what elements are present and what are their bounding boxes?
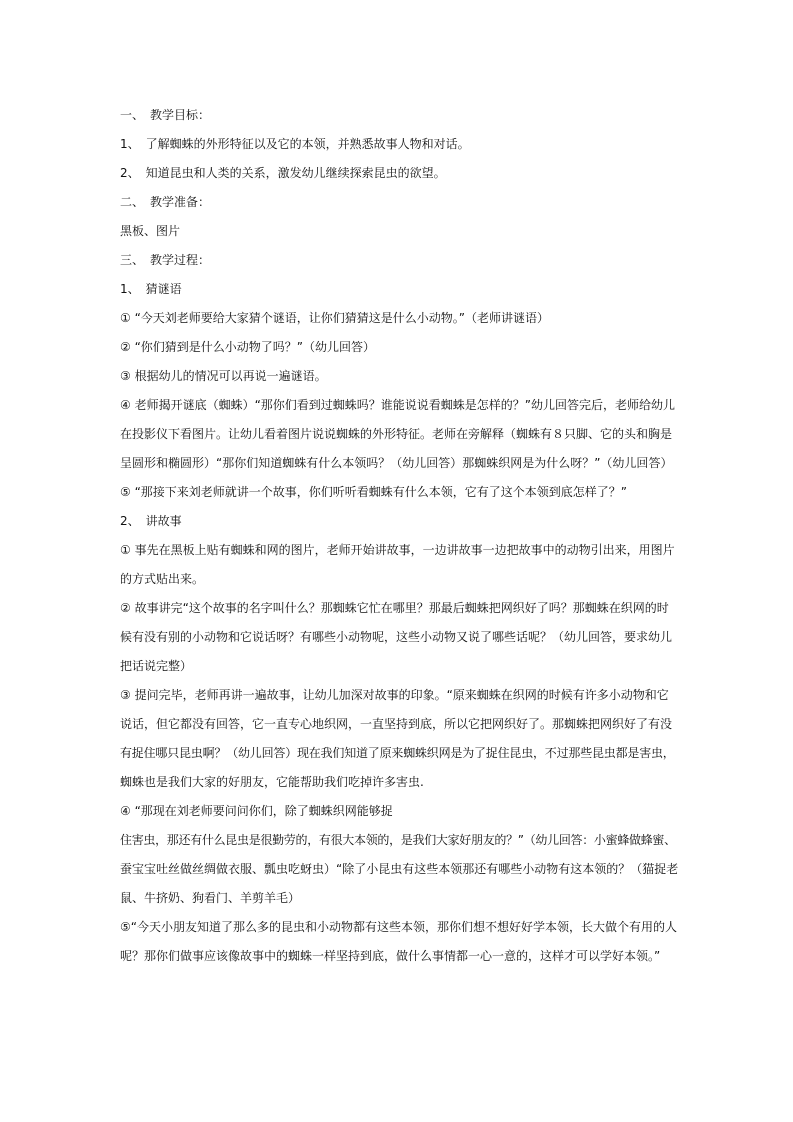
preparation-text: 黑板、图片 — [120, 224, 181, 238]
story-step-4-line-3: 蚕宝宝吐丝做丝绸做衣服、瓢虫吃蚜虫）“除了小昆虫有这些本领那还有哪些小动物有这本领的？（猫捉老 — [120, 862, 679, 876]
story-step-2-line-2: 候有没有别的小动物和它说话呀？有哪些小动物呢，这些小动物又说了哪些话呢？（幼儿回答，要求幼儿 — [120, 630, 673, 644]
riddle-step-4-line-2: 在投影仪下看图片。让幼儿看着图片说说蜘蛛的外形特征。老师在旁解释（蜘蛛有８只脚、它的头和胸是 — [120, 427, 673, 441]
riddle-step-2: ② “你们猜到是什么小动物了吗？”（幼儿回答） — [120, 340, 376, 354]
story-step-4-line-1: ④ “那现在刘老师要问问你们，除了蜘蛛织网能够捉 — [120, 804, 393, 818]
riddle-step-3: ③ 根据幼儿的情况可以再说一遍谜语。 — [120, 369, 327, 383]
heading-teaching-process: 三、 教学过程： — [120, 253, 211, 267]
story-step-2-line-1: ② 故事讲完“这个故事的名字叫什么？那蜘蛛它忙在哪里？那最后蜘蛛把网织好了吗？那蜘蛛在织网的时 — [120, 601, 669, 615]
story-step-1-line-1: ① 事先在黑板上贴有蜘蛛和网的图片，老师开始讲故事，一边讲故事一边把故事中的动物引出来，用图片 — [120, 543, 675, 557]
subheading-storytelling: 2、 讲故事 — [120, 514, 182, 528]
story-step-3-line-4: 蜘蛛也是我们大家的好朋友，它能帮助我们吃掉许多害虫. — [120, 775, 424, 789]
objective-1: 1、 了解蜘蛛的外形特征以及它的本领，并熟悉故事人物和对话。 — [120, 137, 470, 151]
story-step-4-line-4: 鼠、牛挤奶、狗看门、羊剪羊毛） — [120, 891, 301, 905]
heading-teaching-objectives: 一、 教学目标： — [120, 108, 211, 122]
subheading-riddle: 1、 猜谜语 — [120, 282, 182, 296]
riddle-step-4-line-3: 呈圆形和椭圆形）“那你们知道蜘蛛有什么本领吗？（幼儿回答）那蜘蛛织网是为什么呀？”（幼儿回答） — [120, 456, 673, 470]
story-step-5-line-1: ⑤“今天小朋友知道了那么多的昆虫和小动物都有这些本领，那你们想不想好好学本领，长大做个有用的人 — [120, 920, 677, 934]
story-step-5-line-2: 呢？那你们做事应该像故事中的蜘蛛一样坚持到底，做什么事情都一心一意的，这样才可以学好本领。” — [120, 949, 661, 963]
story-step-2-line-3: 把话说完整） — [120, 659, 193, 673]
story-step-4-line-2: 住害虫，那还有什么昆虫是很勤劳的，有很大本领的，是我们大家好朋友的？”（幼儿回答：小蜜蜂做蜂蜜、 — [120, 833, 676, 847]
riddle-step-4-line-1: ④ 老师揭开谜底（蜘蛛）“那你们看到过蜘蛛吗？谁能说说看蜘蛛是怎样的？”幼儿回答完后，老师给幼儿 — [120, 398, 676, 412]
document-body — [120, 101, 678, 971]
heading-teaching-preparation: 二、 教学准备： — [120, 195, 211, 209]
riddle-step-1: ① “今天刘老师要给大家猜个谜语，让你们猜猜这是什么小动物。”（老师讲谜语） — [120, 311, 550, 325]
story-step-1-line-2: 的方式贴出来。 — [120, 572, 205, 586]
story-step-3-line-3: 有捉住哪只昆虫啊？（幼儿回答）现在我们知道了原来蜘蛛织网是为了捉住昆虫，不过那些昆虫都是害虫， — [120, 746, 675, 760]
story-step-3-line-1: ③ 提问完毕，老师再讲一遍故事，让幼儿加深对故事的印象。“原来蜘蛛在织网的时候有许多小动物和它 — [120, 688, 669, 702]
objective-2: 2、 知道昆虫和人类的关系，激发幼儿继续探索昆虫的欲望。 — [120, 166, 446, 180]
riddle-step-5: ⑤ “那接下来刘老师就讲一个故事，你们听听看蜘蛛有什么本领，它有了这个本领到底怎样了？” — [120, 485, 628, 499]
story-step-3-line-2: 说话，但它都没有回答，它一直专心地织网，一直坚持到底，所以它把网织好了。那蜘蛛把网织好了有没 — [120, 717, 673, 731]
